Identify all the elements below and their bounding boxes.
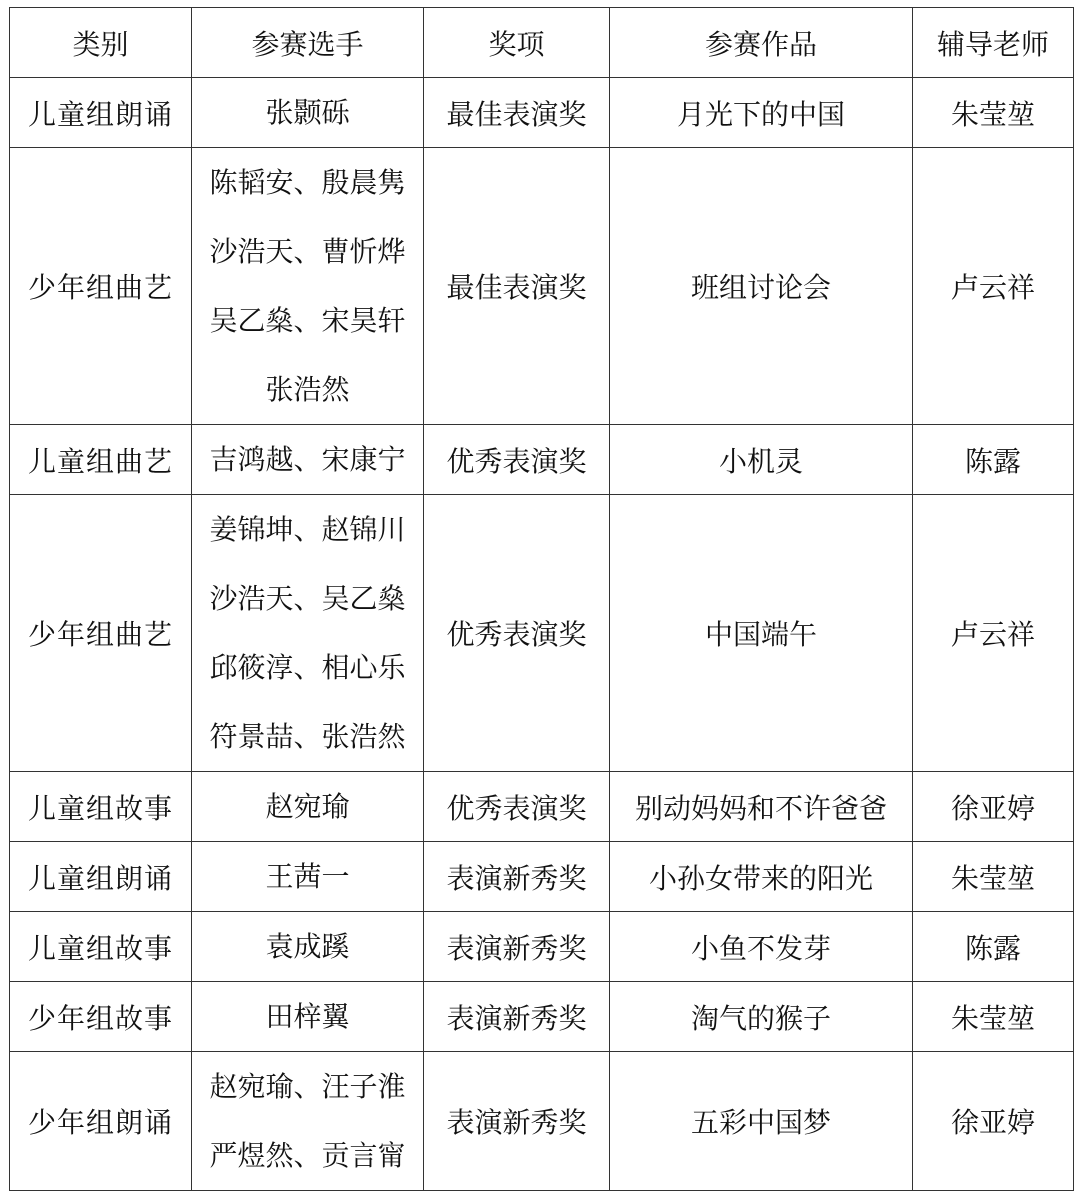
table-row [10, 912, 1074, 982]
table-row [10, 1052, 1074, 1191]
work-cell: 月光下的中国 [610, 78, 913, 148]
teacher-cell: 陈露 [913, 912, 1074, 982]
participant-line: 赵宛瑜、汪子淮 [209, 1070, 406, 1103]
participant-line: 吉鸿越、宋康宁 [209, 443, 406, 476]
participant-line: 吴乙燊、宋昊轩 [209, 304, 406, 337]
participants-cell [192, 842, 424, 912]
participant-line: 邱筱淳、相心乐 [209, 651, 406, 684]
category-cell: 儿童组朗诵 [10, 78, 192, 148]
category-cell: 儿童组朗诵 [10, 842, 192, 912]
work-cell: 淘气的猴子 [610, 982, 913, 1052]
award-cell: 表演新秀奖 [424, 912, 610, 982]
participant-line: 张浩然 [265, 373, 350, 406]
participant-line: 严煜然、贡言甯 [209, 1139, 406, 1172]
table-row [10, 982, 1074, 1052]
teacher-cell: 陈露 [913, 425, 1074, 495]
award-cell: 优秀表演奖 [424, 425, 610, 495]
participants-cell [192, 495, 424, 772]
table-row [10, 495, 1074, 772]
award-cell: 最佳表演奖 [424, 148, 610, 425]
header-work: 参赛作品 [610, 8, 913, 78]
participants-cell [192, 78, 424, 148]
category-cell: 儿童组曲艺 [10, 425, 192, 495]
category-cell: 少年组曲艺 [10, 495, 192, 772]
table-row [10, 425, 1074, 495]
participant-line: 袁成蹊 [265, 930, 350, 963]
table-row [10, 78, 1074, 148]
participants-cell [192, 425, 424, 495]
participants-cell [192, 148, 424, 425]
teacher-cell: 徐亚婷 [913, 1052, 1074, 1191]
work-cell: 小鱼不发芽 [610, 912, 913, 982]
participant-line: 姜锦坤、赵锦川 [209, 513, 406, 546]
award-cell: 优秀表演奖 [424, 772, 610, 842]
teacher-cell: 朱莹堃 [913, 78, 1074, 148]
participants-cell [192, 1052, 424, 1191]
award-cell: 表演新秀奖 [424, 1052, 610, 1191]
work-cell: 班组讨论会 [610, 148, 913, 425]
work-cell: 小机灵 [610, 425, 913, 495]
participant-line: 沙浩天、曹忻烨 [209, 235, 406, 268]
participant-line: 符景喆、张浩然 [209, 720, 406, 753]
awards-table [9, 7, 1074, 1191]
participant-line: 张颢砾 [265, 96, 350, 129]
teacher-cell: 徐亚婷 [913, 772, 1074, 842]
work-cell: 别动妈妈和不许爸爸 [610, 772, 913, 842]
category-cell: 少年组曲艺 [10, 148, 192, 425]
teacher-cell: 朱莹堃 [913, 842, 1074, 912]
award-cell: 表演新秀奖 [424, 842, 610, 912]
work-cell: 五彩中国梦 [610, 1052, 913, 1191]
table-row [10, 842, 1074, 912]
participant-line: 赵宛瑜 [265, 790, 350, 823]
participants-cell [192, 772, 424, 842]
table-row [10, 148, 1074, 425]
award-cell: 优秀表演奖 [424, 495, 610, 772]
category-cell: 少年组故事 [10, 982, 192, 1052]
header-participants: 参赛选手 [192, 8, 424, 78]
participants-cell [192, 912, 424, 982]
table-row [10, 772, 1074, 842]
participants-cell [192, 982, 424, 1052]
category-cell: 儿童组故事 [10, 912, 192, 982]
header-row [10, 8, 1074, 78]
header-teacher: 辅导老师 [913, 8, 1074, 78]
header-award: 奖项 [424, 8, 610, 78]
header-category: 类别 [10, 8, 192, 78]
participant-line: 王茜一 [265, 860, 350, 893]
teacher-cell: 卢云祥 [913, 148, 1074, 425]
participant-line: 田梓翼 [265, 1000, 350, 1033]
teacher-cell: 朱莹堃 [913, 982, 1074, 1052]
participant-line: 沙浩天、吴乙燊 [209, 582, 406, 615]
award-cell: 表演新秀奖 [424, 982, 610, 1052]
category-cell: 儿童组故事 [10, 772, 192, 842]
teacher-cell: 卢云祥 [913, 495, 1074, 772]
work-cell: 小孙女带来的阳光 [610, 842, 913, 912]
work-cell: 中国端午 [610, 495, 913, 772]
award-cell: 最佳表演奖 [424, 78, 610, 148]
participant-line: 陈韬安、殷晨隽 [209, 166, 406, 199]
category-cell: 少年组朗诵 [10, 1052, 192, 1191]
